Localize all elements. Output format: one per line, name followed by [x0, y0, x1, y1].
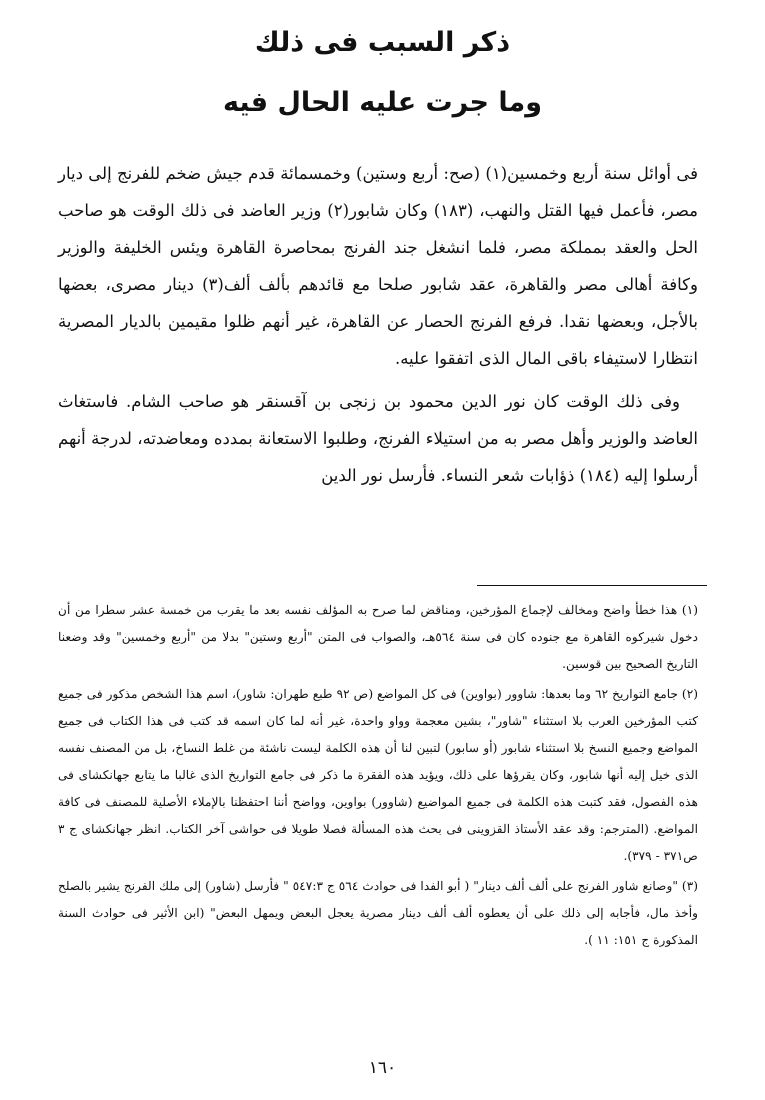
paragraph-1: فى أوائل سنة أربع وخمسين(١) (صح: أربع وستين) وخمسمائة قدم جيش ضخم للفرنج إلى ديار مصر، فأعمل فيها القتل والنهب، (١٨٣) وكان شابور(٢) وزير العاضد فى ذلك الوقت هو صاحب الحل والعقد بمملكة مصر، فلما انشغل جند الفرنج بمحاصرة القاهرة ويئس الخليفة والوزير وكافة أهالى مصر والقاهرة، عقد شابور صلحا مع قائدهم بألف ألف(٣) دينار مصرى، بعضها بالأجل، وبعضها نقدا. فرفع الفرنج الحصار عن القاهرة، غير أنهم ظلوا مقيمين بالديار المصرية انتظارا لاستيفاء باقى المال الذى اتفقوا عليه. — [58, 164, 699, 368]
footnote-3: (٣) "وصانع شاور الفرنج على ألف ألف دينار" ( أبو الفدا فى حوادث ٥٦٤ ج ٥٤٧:٣ " فأرسل (شاور) إلى ملك الفرنج يشير بالصلح وأخذ مال، فأجابه إلى ذلك على أن يعطوه ألف ألف دينار مصرية يعجل البعض ويمهل البعض" (ابن الأثير فى حوادث السنة المذكورة ج ١٥١: ١١ ). — [58, 879, 698, 947]
paragraph-2: وفى ذلك الوقت كان نور الدين محمود بن زنجى بن آقسنقر هو صاحب الشام. فاستغاث العاضد والوزير وأهل مصر به من استيلاء الفرنج، وطلبوا الاستعانة بمدده ومعاضدته، لدرجة أنهم أرسلوا إليه (١٨٤) ذؤابات شعر النساء. فأرسل نور الدين — [58, 392, 698, 485]
footnote-1: (١) هذا خطأ واضح ومخالف لإجماع المؤرخين، ومناقض لما صرح به المؤلف نفسه بعد ما يقرب من خمسة عشر سطرا من أن دخول شيركوه القاهرة مع جنوده كان فى سنة ٥٦٤هـ، والصواب فى المتن "أربع وستين" بدلا من "أربع وخمسين" وقد وضعنا التاريخ الصحيح بين قوسين. — [58, 603, 698, 671]
page-number: ١٦٠ — [368, 1058, 397, 1078]
chapter-title: ذكر السبب فى ذلك — [254, 27, 511, 58]
footnotes — [58, 597, 698, 957]
main-text — [58, 155, 698, 500]
chapter-subtitle: وما جرت عليه الحال فيه — [223, 87, 542, 118]
footnote-divider — [477, 585, 707, 586]
footnote-2: (٢) جامع التواريخ ٦٢ وما بعدها: شاوور (بواوين) فى كل المواضع (ص ٩٢ طبع طهران: شاور)، اسم هذا الشخص مذكور فى جميع كتب المؤرخين العرب بلا استثناء "شاور"، بشين معجمة وواو واحدة، غير أنه لما كان اسمه قد كتب فى هذا الكتاب فى جميع المواضع وجميع النسخ بلا استثناء شابور (أو سابور) لتبين لنا أن هذه الكلمة ليست ناشئة من غلط النساخ، بل من المصنف نفسه الذى خيل إليه أنها شابور، وكان يقرؤها على ذلك، ويؤيد هذه الفقرة ما ذكر فى جامع التواريخ الذى غالبا ما يتابع جهانكشاى فى هذه الفصول، فقد كتبت هذه الكلمة فى جميع المواضيع (شاوور) بواوين، وواضح أننا احتفظنا بالإملاء الأصلية للمصنف فى كافة المواضع. (المترجم: وقد عقد الأستاذ القزوينى فى بحث هذه المسألة فصلا طويلا فى حواشى آخر الكتاب. انظر جهانكشاى ج ٣ ص٣٧١ - ٣٧٩). — [58, 687, 698, 863]
